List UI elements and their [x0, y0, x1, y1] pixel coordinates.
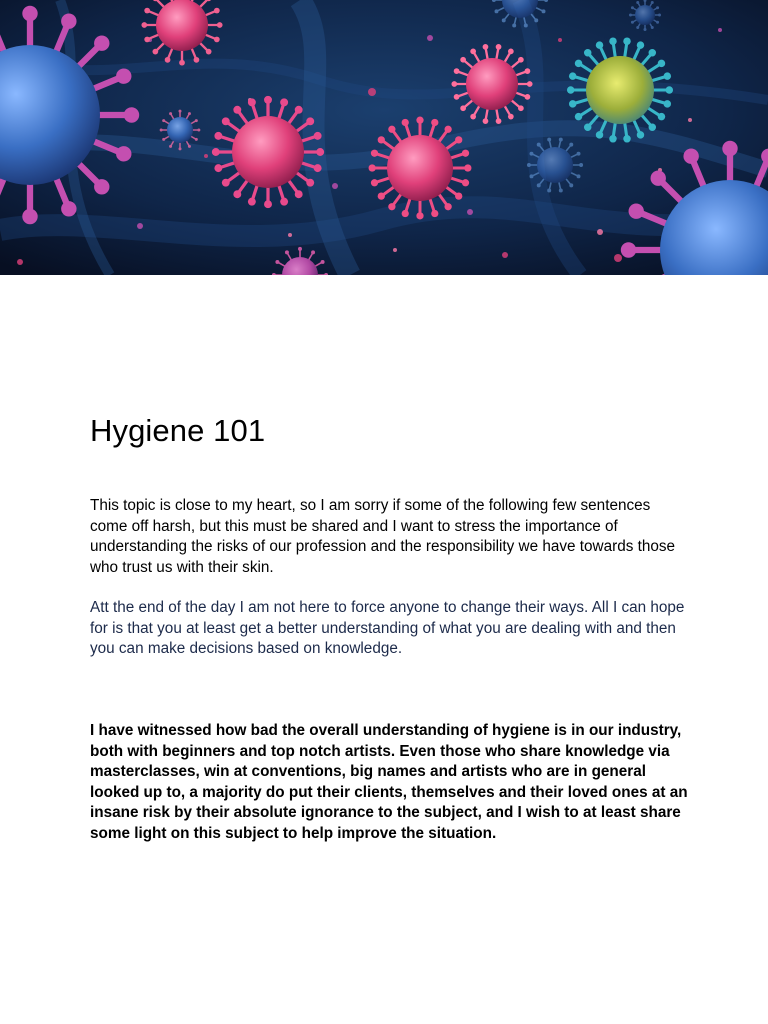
particle	[393, 248, 397, 252]
particle	[614, 254, 622, 262]
particle	[204, 154, 208, 158]
particle	[597, 229, 603, 235]
particle	[718, 28, 722, 32]
particle	[502, 252, 508, 258]
second-paragraph: Att the end of the day I am not here to force anyone to change their ways. All I can hope for is that you at least get a better understanding of what you are dealing with and then you can make decisions based on knowledge.	[90, 599, 685, 658]
particle	[137, 223, 143, 229]
particle	[17, 259, 23, 265]
particle	[288, 233, 292, 237]
particle	[688, 118, 692, 122]
particle	[332, 183, 338, 189]
hero-image	[0, 0, 768, 275]
intro-paragraph: This topic is close to my heart, so I am sorry if some of the following few sentences come off harsh, but this must be shared and I want to stress the importance of understanding the risks of our profession and the responsibility we have towards those who trust us with their skin.	[90, 497, 676, 576]
particle	[467, 209, 473, 215]
bold-statement-paragraph: I have witnessed how bad the overall understanding of hygiene is in our industry, both with beginners and top notch artists. Even those who share knowledge via masterclasses, win at conventions, big names and artists who are in general looked up to, a majority do put their clients, themselves and their loved ones at an insane risk by their absolute ignorance to the subject, and I wish to at least share some light on this subject to help improve the situation.	[90, 722, 688, 842]
particle	[558, 38, 562, 42]
particle	[427, 35, 433, 41]
page-title: Hygiene 101	[90, 412, 266, 448]
particle	[368, 88, 376, 96]
virus-illustration	[0, 0, 768, 275]
